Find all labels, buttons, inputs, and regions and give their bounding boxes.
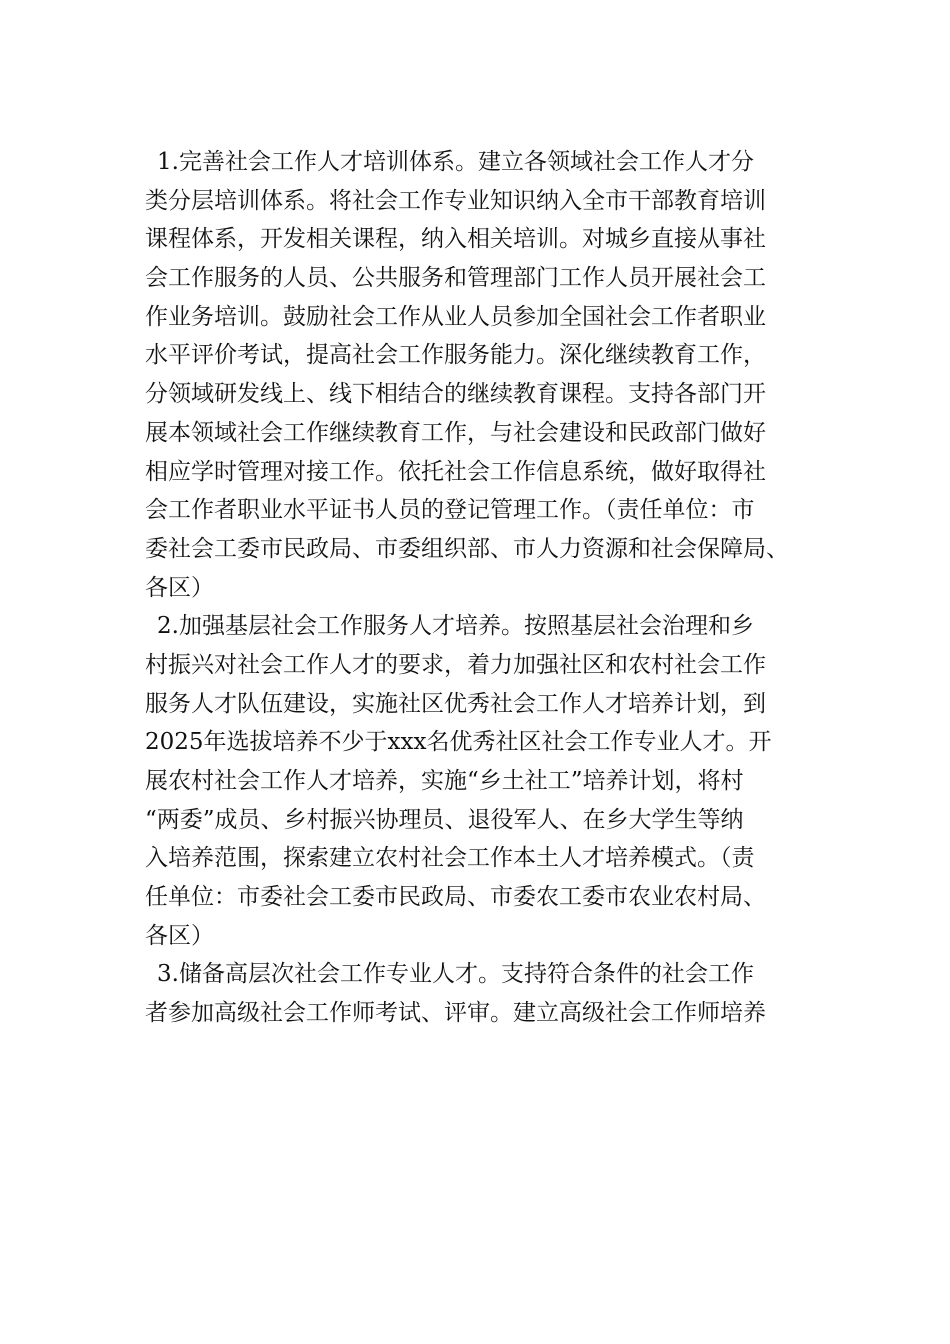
- paragraph-2-line-6: “两委”成员、乡村振兴协理员、退役军人、在乡大学生等纳: [145, 806, 744, 833]
- paragraph-2-line-9: 各区）: [145, 922, 214, 949]
- paragraph-1-line-2: 类分层培训体系。将社会工作专业知识纳入全市干部教育培训: [145, 187, 766, 214]
- paragraph-1-line-4: 会工作服务的人员、公共服务和管理部门工作人员开展社会工: [145, 265, 766, 292]
- paragraph-2-line-7: 入培养范围，探索建立农村社会工作本土人才培养模式。（责: [145, 845, 755, 872]
- paragraph-1-line-3: 课程体系，开发相关课程，纳入相关培训。对城乡直接从事社: [145, 226, 766, 253]
- paragraph-1-line-5: 作业务培训。鼓励社会工作从业人员参加全国社会工作者职业: [145, 303, 766, 330]
- document-body: [145, 143, 835, 1033]
- paragraph-1-line-7: 分领域研发线上、线下相结合的继续教育课程。支持各部门开: [145, 381, 766, 408]
- paragraph-2-line-3: 服务人才队伍建设，实施社区优秀社会工作人才培养计划，到: [145, 690, 766, 717]
- paragraph-1-line-9: 相应学时管理对接工作。依托社会工作信息系统，做好取得社: [145, 458, 766, 485]
- paragraph-3-line-2: 者参加高级社会工作师考试、评审。建立高级社会工作师培养: [145, 1000, 766, 1027]
- paragraph-1-line-11: 委社会工委市民政局、市委组织部、市人力资源和社会保障局、: [145, 535, 789, 562]
- paragraph-1-line-12: 各区）: [145, 574, 214, 601]
- paragraph-2-line-4: 2025年选拔培养不少于xxx名优秀社区社会工作专业人才。开: [145, 729, 772, 756]
- paragraph-2-line-8: 任单位：市委社会工委市民政局、市委农工委市农业农村局、: [145, 884, 766, 911]
- paragraph-1-line-8: 展本领域社会工作继续教育工作，与社会建设和民政部门做好: [145, 419, 766, 446]
- paragraph-2-line-5: 展农村社会工作人才培养，实施“乡土社工”培养计划，将村: [145, 768, 744, 794]
- paragraph-1-line-10: 会工作者职业水平证书人员的登记管理工作。（责任单位：市: [145, 497, 755, 524]
- paragraph-2-line-2: 村振兴对社会工作人才的要求，着力加强社区和农村社会工作: [145, 651, 766, 678]
- paragraph-3-line-1: 3.储备高层次社会工作专业人才。支持符合条件的社会工作: [157, 961, 754, 988]
- paragraph-2-line-1: 2.加强基层社会工作服务人才培养。按照基层社会治理和乡: [157, 613, 754, 640]
- paragraph-1-line-1: 1.完善社会工作人才培训体系。建立各领域社会工作人才分: [157, 149, 754, 175]
- paragraph-1-line-6: 水平评价考试，提高社会工作服务能力。深化继续教育工作，: [145, 342, 766, 369]
